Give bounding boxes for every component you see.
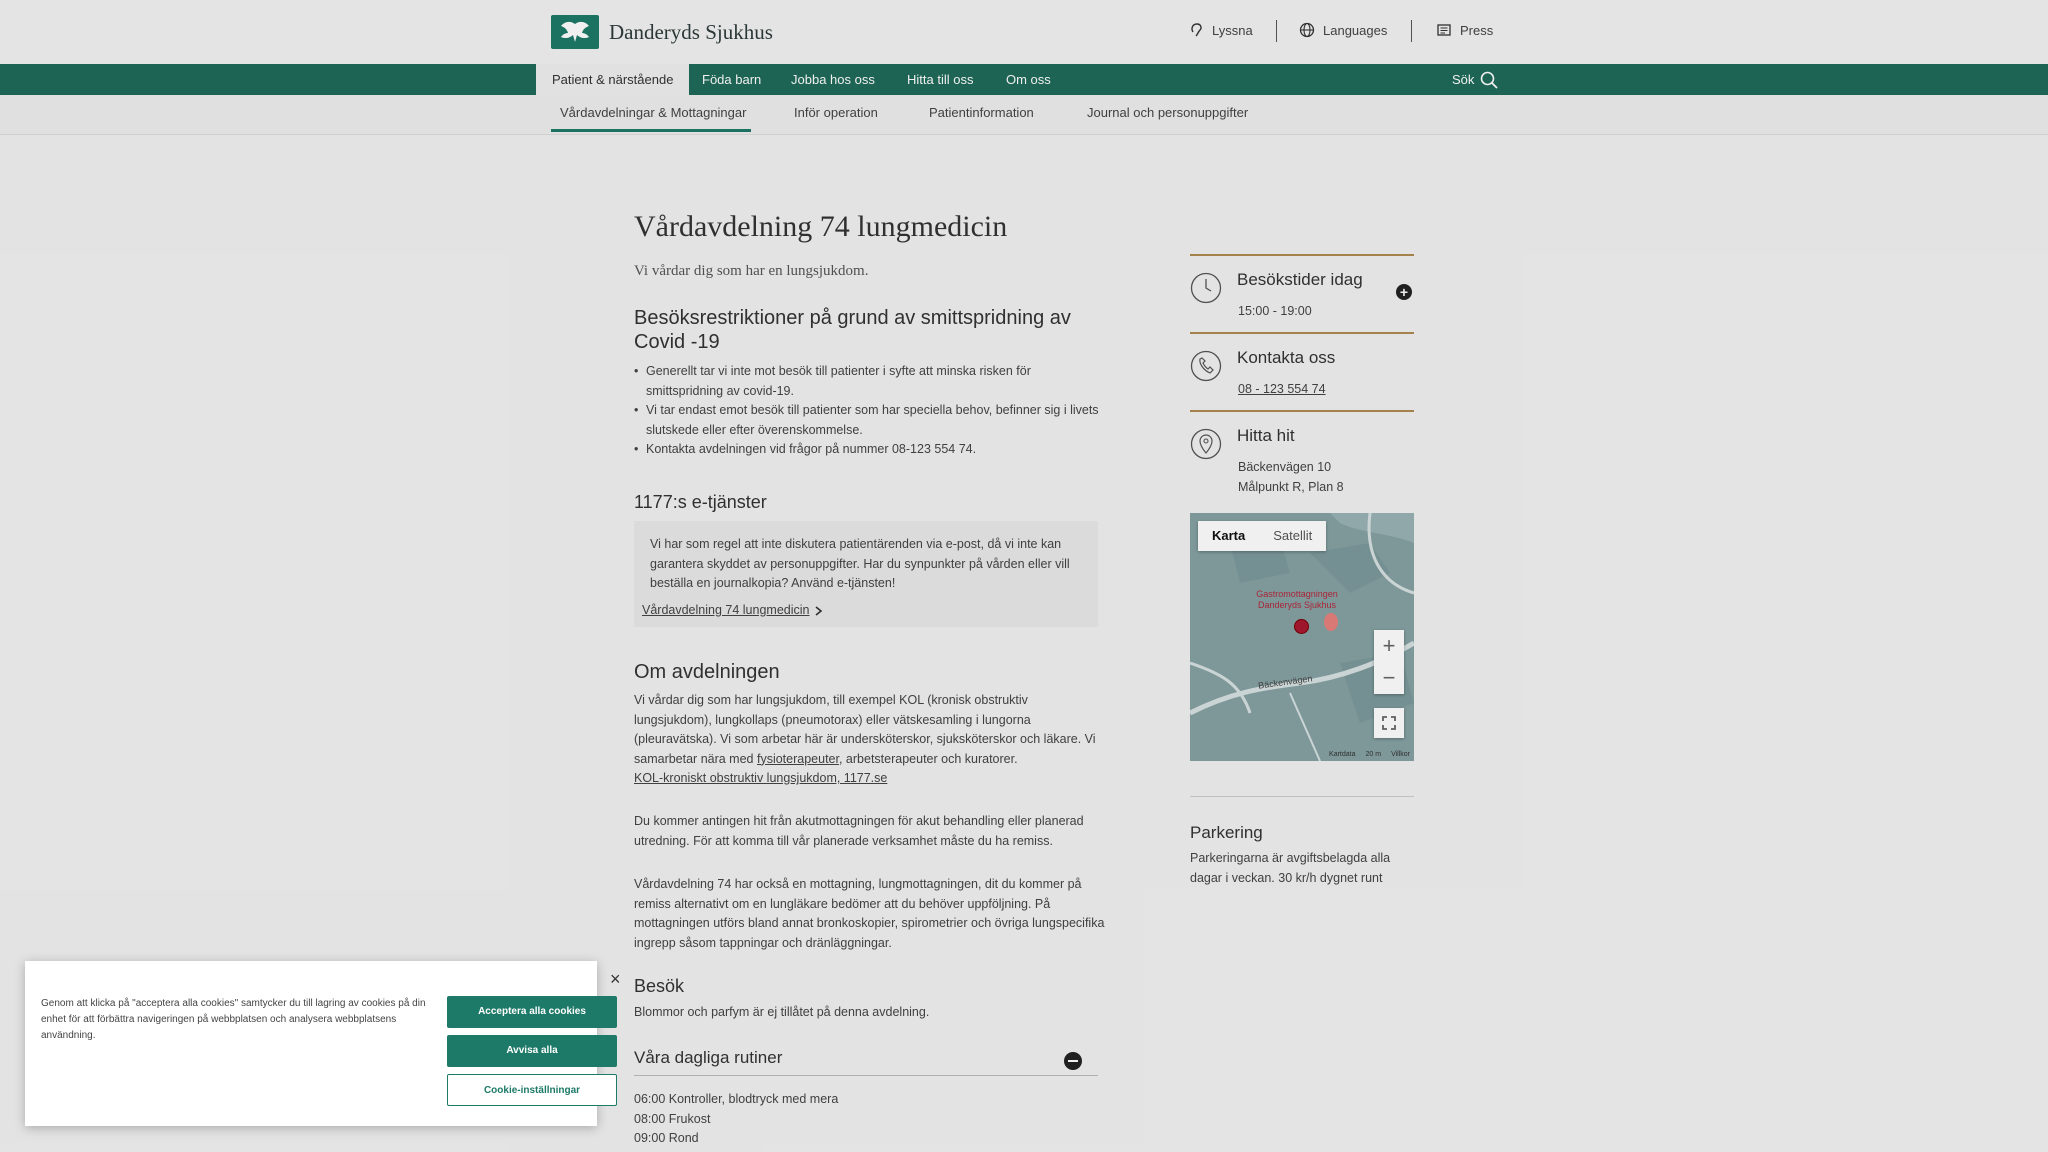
map-place-label: Gastromottagningen Danderyds Sjukhus: [1256, 589, 1338, 610]
cookie-text: Genom att klicka på "acceptera alla cookies" samtycker du till lagring av cookies på din enhet för att förbättra navigeringen på webbplatsen och analysera webbplatsens användning.: [41, 998, 426, 1041]
close-icon[interactable]: ×: [610, 969, 621, 989]
eservices-heading: 1177:s e-tjänster: [634, 492, 767, 512]
list-item: • Kontakta avdelningen vid frågor på nummer 08-123 554 74.: [646, 440, 1106, 460]
reject-all-button[interactable]: Avvisa alla: [447, 1035, 617, 1067]
chevron-right-icon: [815, 606, 823, 616]
press-link[interactable]: [1436, 22, 1493, 38]
zoom-in-button[interactable]: +: [1382, 633, 1396, 658]
cookie-settings-button[interactable]: Cookie-inställningar: [447, 1074, 617, 1106]
nav-item-birth[interactable]: Föda barn: [702, 72, 762, 87]
list-item: 09:00 Rond: [634, 1131, 699, 1145]
listen-label: Lyssna: [1212, 22, 1253, 38]
find-us-title: Hitta hit: [1237, 426, 1295, 445]
zoom-out-button[interactable]: −: [1382, 665, 1396, 690]
address-line: Målpunkt R, Plan 8: [1238, 479, 1344, 494]
subnav-item-wards[interactable]: Vårdavdelningar & Mottagningar: [560, 105, 747, 120]
newspaper-icon: [1436, 22, 1452, 38]
about-paragraph-2: Du kommer antingen hit från akutmottagningen för akut behandling eller planerad utredning. För att komma till vår planerade verksamhet måste du ha remiss.: [634, 814, 1084, 848]
top-bar: [0, 0, 2048, 64]
clock-icon: [1190, 272, 1222, 304]
collapse-icon[interactable]: [1064, 1052, 1082, 1070]
map-data-label[interactable]: Kartdata: [1329, 750, 1356, 758]
expand-icon[interactable]: +: [1396, 284, 1412, 300]
languages-link[interactable]: [1299, 22, 1387, 38]
covid-bullet-list: [646, 362, 1106, 460]
active-tab-indicator: [551, 129, 751, 132]
subnav-item-patient-info[interactable]: Patientinformation: [929, 105, 1034, 120]
visit-heading: Besök: [634, 976, 685, 996]
sub-navigation: [0, 95, 2048, 135]
subnav-item-journal[interactable]: Journal och personuppgifter: [1087, 105, 1249, 120]
routines-accordion[interactable]: [634, 1040, 1098, 1076]
map-marker-icon[interactable]: [1294, 619, 1309, 634]
address-line: Bäckenvägen 10: [1238, 460, 1332, 474]
list-item: 06:00 Kontroller, blodtryck med mera: [634, 1092, 839, 1106]
eservices-link-label: Vårdavdelning 74 lungmedicin: [642, 603, 810, 617]
address: [1238, 458, 1344, 497]
physiotherapists-link[interactable]: fysioterapeuter: [756, 751, 839, 766]
list-item: • Vi tar endast emot besök till patienter som har speciella behov, befinner sig i livets slutskede eller efter överenskommelse.: [646, 401, 1106, 440]
eservices-info-box: [634, 521, 1098, 627]
cookie-banner: [25, 961, 621, 1126]
about-paragraph-3: Vårdavdelning 74 har också en mottagning, lungmottagningen, dit du kommer på remiss alternativt om en lungläkare bedömer att du behöver uppföljning. På mottagningen utförs bland annat bronkoskopier, spirometrier och övriga lungspecifika ingrepp såsom tappningar och dränläggningar.: [634, 877, 1105, 950]
fullscreen-icon: [1374, 708, 1404, 738]
logo-emblem-icon: [551, 15, 599, 49]
eservices-link[interactable]: [642, 601, 823, 621]
map-footer: [1190, 747, 1414, 761]
map-tab-karta[interactable]: Karta: [1212, 528, 1246, 543]
eservices-text: Vi har som regel att inte diskutera patientärenden via e-post, då vi inte kan garantera skyddet av personuppgifter. Har du synpunkter på vården eller vill beställa en journalkopia? Använd e-tjänsten!: [650, 537, 1070, 590]
parking-title: Parkering: [1190, 823, 1263, 842]
map-terms-link[interactable]: Villkor: [1391, 750, 1410, 758]
page-lead: Vi vårdar dig som har en lungsjukdom.: [634, 263, 869, 279]
routines-heading: Våra dagliga rutiner: [634, 1048, 783, 1067]
subnav-item-before-surgery[interactable]: Inför operation: [794, 105, 878, 120]
nav-item-patient[interactable]: Patient & närstående: [536, 64, 689, 95]
list-item: 08:00 Frukost: [634, 1111, 711, 1126]
globe-icon: [1299, 22, 1315, 38]
accept-all-cookies-button[interactable]: Acceptera alla cookies: [447, 996, 617, 1028]
map-scale-label: 20 m: [1365, 750, 1382, 758]
map-tab-satellite[interactable]: Satellit: [1273, 528, 1313, 543]
contact-phone-link[interactable]: 08 - 123 554 74: [1238, 382, 1326, 396]
main-navigation: [0, 64, 2048, 95]
languages-label: Languages: [1323, 22, 1388, 38]
logo-text: Danderyds Sjukhus: [609, 19, 773, 44]
routines-list: [634, 1090, 838, 1149]
parking-section: [1190, 796, 1414, 888]
visit-text: Blommor och parfym är ej tillåtet på denna avdelning.: [634, 1005, 930, 1019]
zoom-controls: [1374, 630, 1404, 694]
phone-icon: [1190, 350, 1222, 382]
nav-item-jobs[interactable]: Jobba hos oss: [791, 72, 875, 87]
search-label: Sök: [1452, 72, 1475, 87]
visiting-hours-value: 15:00 - 19:00: [1238, 304, 1312, 318]
parking-text: Parkeringarna är avgiftsbelagda alla dagar i veckan. 30 kr/h dygnet runt: [1190, 851, 1391, 885]
nav-item-about[interactable]: Om oss: [1006, 72, 1051, 87]
visiting-hours-title: Besökstider idag: [1237, 270, 1363, 289]
list-item: • Generellt tar vi inte mot besök till patienter i syfte att minska risken för smittspridning av covid-19.: [646, 362, 1106, 401]
site-logo[interactable]: [551, 15, 773, 49]
hospital-pin-icon[interactable]: [1324, 613, 1338, 631]
about-paragraph-1: [634, 691, 1106, 789]
nav-item-find-us[interactable]: Hitta till oss: [907, 72, 974, 87]
search-icon: [1480, 71, 1498, 89]
divider: [1411, 20, 1412, 42]
about-text: , arbetsterapeuter och kuratorer.: [838, 751, 1018, 766]
about-heading: Om avdelningen: [634, 661, 780, 683]
search-button[interactable]: [1452, 64, 1498, 95]
visiting-hours-card: [1190, 254, 1414, 332]
divider: [1276, 20, 1277, 42]
ear-icon: [1188, 22, 1204, 38]
press-label: Press: [1460, 22, 1494, 38]
covid-heading: Besöksrestriktioner på grund av smittspridning av Covid -19: [634, 307, 1071, 353]
fullscreen-button[interactable]: [1374, 708, 1404, 738]
kol-link[interactable]: KOL-kroniskt obstruktiv lungsjukdom, 1177.se: [634, 771, 888, 785]
location-pin-icon: [1190, 428, 1222, 460]
contact-title: Kontakta oss: [1237, 348, 1336, 367]
map-type-tabs: [1198, 521, 1326, 551]
contact-card: [1190, 332, 1414, 410]
listen-link[interactable]: [1188, 22, 1253, 38]
map-road-label: Bäckenvägen: [1257, 673, 1313, 691]
page-title: Vårdavdelning 74 lungmedicin: [634, 210, 1008, 243]
map-widget[interactable]: [1190, 513, 1414, 761]
about-text: Vi vårdar dig som har lungsjukdom, till exempel KOL (kronisk obstruktiv lungsjukdom), lungkollaps (pneumotorax) eller vätskesamling i lungorna (pleuravätska). Vi som arbetar här är undersköterskor, sjuksköterskor och läkare. Vi samarbetar nära med: [634, 693, 1096, 766]
find-us-card: [1190, 410, 1414, 510]
